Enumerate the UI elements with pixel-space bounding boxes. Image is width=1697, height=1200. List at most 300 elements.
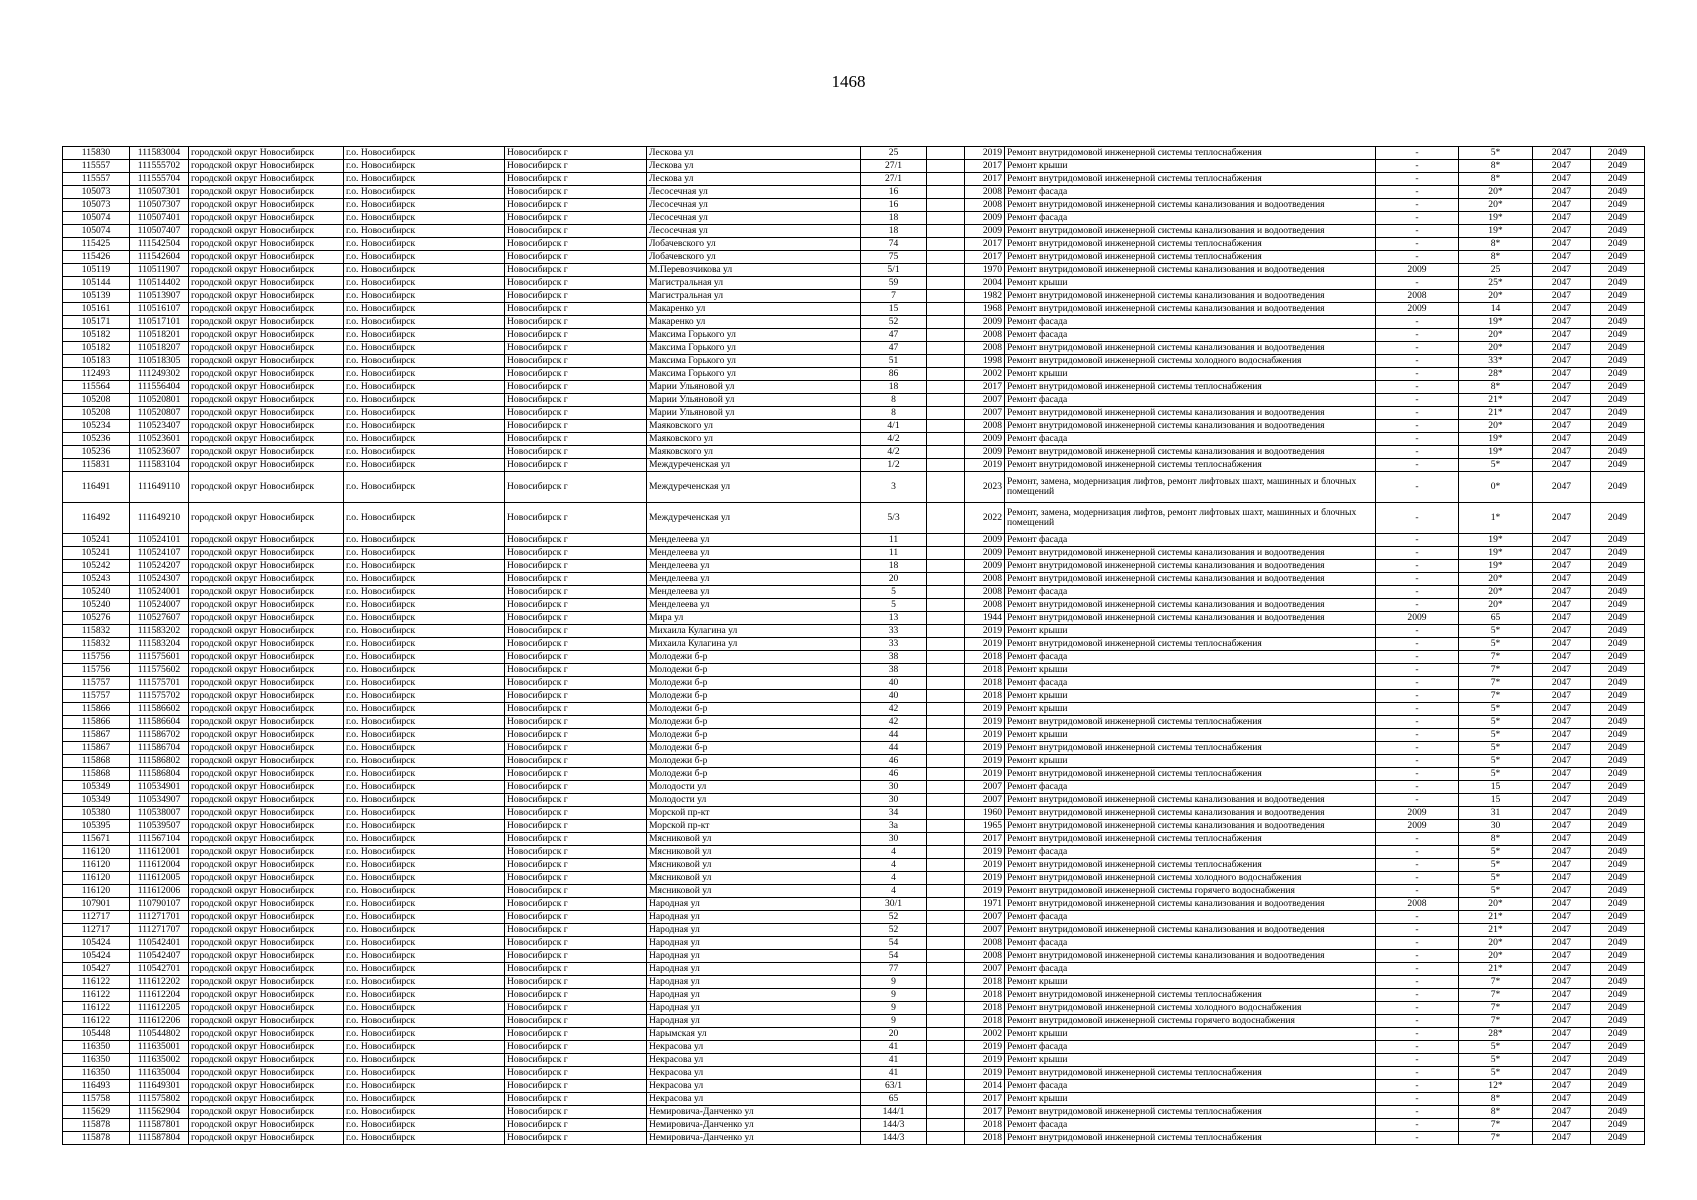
cell-plan-start-year: 2047 — [1533, 638, 1591, 651]
cell-locality: Новосибирск г — [505, 1080, 647, 1093]
cell-building — [927, 1002, 965, 1015]
cell-year: 2008 — [965, 342, 1005, 355]
cell-plan-end-year: 2049 — [1591, 1132, 1645, 1145]
cell-municipal-district: городской округ Новосибирск — [189, 872, 344, 885]
cell-plan-start-year: 2047 — [1533, 147, 1591, 160]
cell-last-repair-year: - — [1376, 199, 1459, 212]
cell-municipal-district: городской округ Новосибирск — [189, 703, 344, 716]
cell-work-type: Ремонт внутридомовой инженерной системы канализования и водоотведения — [1005, 950, 1376, 963]
cell-element-code: 111583104 — [130, 459, 189, 472]
cell-years-since: 5* — [1459, 147, 1533, 160]
cell-street: Менделеева ул — [647, 560, 861, 573]
table-row — [63, 807, 1645, 820]
cell-locality: Новосибирск г — [505, 199, 647, 212]
cell-plan-end-year: 2049 — [1591, 833, 1645, 846]
cell-locality: Новосибирск г — [505, 599, 647, 612]
cell-building — [927, 664, 965, 677]
cell-years-since: 7* — [1459, 1015, 1533, 1028]
cell-municipal-district: городской округ Новосибирск — [189, 755, 344, 768]
cell-street: Лесосечная ул — [647, 225, 861, 238]
cell-building — [927, 407, 965, 420]
cell-element-code: 111586804 — [130, 768, 189, 781]
cell-municipal-formation: г.о. Новосибирск — [344, 355, 505, 368]
cell-house-number: 41 — [861, 1067, 927, 1080]
cell-plan-start-year: 2047 — [1533, 251, 1591, 264]
cell-year: 1998 — [965, 355, 1005, 368]
cell-element-code: 111575601 — [130, 651, 189, 664]
cell-year: 1960 — [965, 807, 1005, 820]
cell-municipal-formation: г.о. Новосибирск — [344, 638, 505, 651]
cell-year: 1944 — [965, 612, 1005, 625]
cell-locality: Новосибирск г — [505, 329, 647, 342]
cell-year: 2008 — [965, 199, 1005, 212]
cell-locality: Новосибирск г — [505, 303, 647, 316]
table-row — [63, 407, 1645, 420]
cell-municipal-formation: г.о. Новосибирск — [344, 872, 505, 885]
table-row — [63, 872, 1645, 885]
table-row — [63, 950, 1645, 963]
cell-municipal-district: городской округ Новосибирск — [189, 586, 344, 599]
table-row — [63, 251, 1645, 264]
cell-municipal-district: городской округ Новосибирск — [189, 794, 344, 807]
cell-plan-end-year: 2049 — [1591, 781, 1645, 794]
cell-element-code: 110507307 — [130, 199, 189, 212]
cell-house-id: 115867 — [63, 729, 130, 742]
cell-building — [927, 381, 965, 394]
cell-street: Немировича-Данченко ул — [647, 1132, 861, 1145]
cell-municipal-formation: г.о. Новосибирск — [344, 781, 505, 794]
cell-house-id: 105243 — [63, 573, 130, 586]
cell-year: 2019 — [965, 1067, 1005, 1080]
cell-element-code: 111583004 — [130, 147, 189, 160]
cell-element-code: 111586602 — [130, 703, 189, 716]
cell-house-id: 116491 — [63, 472, 130, 503]
cell-street: Молодежи б-р — [647, 664, 861, 677]
cell-last-repair-year: - — [1376, 1015, 1459, 1028]
cell-plan-end-year: 2049 — [1591, 199, 1645, 212]
cell-municipal-district: городской округ Новосибирск — [189, 355, 344, 368]
cell-year: 2019 — [965, 147, 1005, 160]
cell-building — [927, 976, 965, 989]
cell-building — [927, 329, 965, 342]
cell-house-id: 115830 — [63, 147, 130, 160]
cell-municipal-district: городской округ Новосибирск — [189, 1067, 344, 1080]
cell-municipal-formation: г.о. Новосибирск — [344, 976, 505, 989]
table-row — [63, 290, 1645, 303]
cell-locality: Новосибирск г — [505, 1002, 647, 1015]
cell-building — [927, 368, 965, 381]
cell-plan-start-year: 2047 — [1533, 625, 1591, 638]
cell-last-repair-year: - — [1376, 342, 1459, 355]
table-row — [63, 625, 1645, 638]
table-row — [63, 911, 1645, 924]
cell-locality: Новосибирск г — [505, 937, 647, 950]
cell-house-number: 41 — [861, 1041, 927, 1054]
cell-last-repair-year: - — [1376, 160, 1459, 173]
cell-element-code: 111555702 — [130, 160, 189, 173]
cell-street: Молодежи б-р — [647, 729, 861, 742]
cell-years-since: 19* — [1459, 433, 1533, 446]
cell-house-number: 11 — [861, 534, 927, 547]
cell-house-number: 3а — [861, 820, 927, 833]
cell-house-id: 116122 — [63, 1015, 130, 1028]
cell-last-repair-year: - — [1376, 703, 1459, 716]
cell-last-repair-year: - — [1376, 586, 1459, 599]
cell-last-repair-year: - — [1376, 1002, 1459, 1015]
cell-element-code: 111249302 — [130, 368, 189, 381]
cell-municipal-district: городской округ Новосибирск — [189, 329, 344, 342]
cell-house-id: 105448 — [63, 1028, 130, 1041]
cell-work-type: Ремонт крыши — [1005, 664, 1376, 677]
cell-plan-end-year: 2049 — [1591, 303, 1645, 316]
cell-building — [927, 472, 965, 503]
cell-municipal-formation: г.о. Новосибирск — [344, 1106, 505, 1119]
cell-house-id: 105073 — [63, 186, 130, 199]
cell-street: Морской пр-кт — [647, 820, 861, 833]
cell-last-repair-year: - — [1376, 547, 1459, 560]
cell-element-code: 110534901 — [130, 781, 189, 794]
table-row — [63, 963, 1645, 976]
cell-municipal-district: городской округ Новосибирск — [189, 342, 344, 355]
cell-last-repair-year: - — [1376, 1028, 1459, 1041]
cell-house-number: 8 — [861, 394, 927, 407]
cell-element-code: 111542504 — [130, 238, 189, 251]
cell-last-repair-year: - — [1376, 833, 1459, 846]
cell-years-since: 7* — [1459, 989, 1533, 1002]
cell-building — [927, 212, 965, 225]
cell-plan-start-year: 2047 — [1533, 1054, 1591, 1067]
cell-last-repair-year: - — [1376, 225, 1459, 238]
cell-last-repair-year: - — [1376, 238, 1459, 251]
cell-years-since: 33* — [1459, 355, 1533, 368]
cell-plan-end-year: 2049 — [1591, 186, 1645, 199]
cell-element-code: 110507301 — [130, 186, 189, 199]
cell-element-code: 110507407 — [130, 225, 189, 238]
cell-years-since: 21* — [1459, 394, 1533, 407]
cell-locality: Новосибирск г — [505, 381, 647, 394]
cell-element-code: 110790107 — [130, 898, 189, 911]
cell-year: 2007 — [965, 963, 1005, 976]
cell-locality: Новосибирск г — [505, 651, 647, 664]
cell-street: Макаренко ул — [647, 303, 861, 316]
cell-last-repair-year: - — [1376, 329, 1459, 342]
cell-building — [927, 599, 965, 612]
cell-element-code: 111612204 — [130, 989, 189, 1002]
cell-plan-end-year: 2049 — [1591, 547, 1645, 560]
cell-house-number: 51 — [861, 355, 927, 368]
cell-work-type: Ремонт крыши — [1005, 277, 1376, 290]
table-row — [63, 937, 1645, 950]
cell-municipal-formation: г.о. Новосибирск — [344, 560, 505, 573]
cell-last-repair-year: - — [1376, 459, 1459, 472]
cell-last-repair-year: - — [1376, 368, 1459, 381]
cell-building — [927, 729, 965, 742]
cell-house-number: 9 — [861, 1002, 927, 1015]
cell-municipal-formation: г.о. Новосибирск — [344, 199, 505, 212]
cell-years-since: 7* — [1459, 1002, 1533, 1015]
cell-house-number: 9 — [861, 976, 927, 989]
cell-street: Мясниковой ул — [647, 846, 861, 859]
cell-last-repair-year: - — [1376, 147, 1459, 160]
cell-plan-end-year: 2049 — [1591, 911, 1645, 924]
cell-plan-end-year: 2049 — [1591, 368, 1645, 381]
cell-building — [927, 794, 965, 807]
cell-plan-start-year: 2047 — [1533, 963, 1591, 976]
cell-plan-end-year: 2049 — [1591, 251, 1645, 264]
cell-element-code: 111649301 — [130, 1080, 189, 1093]
table-row — [63, 573, 1645, 586]
cell-years-since: 20* — [1459, 950, 1533, 963]
cell-year: 2007 — [965, 924, 1005, 937]
cell-years-since: 20* — [1459, 199, 1533, 212]
cell-plan-start-year: 2047 — [1533, 1132, 1591, 1145]
table-row — [63, 303, 1645, 316]
cell-last-repair-year: - — [1376, 1054, 1459, 1067]
cell-last-repair-year: - — [1376, 1106, 1459, 1119]
cell-street: Некрасова ул — [647, 1041, 861, 1054]
cell-house-number: 4 — [861, 885, 927, 898]
cell-last-repair-year: - — [1376, 433, 1459, 446]
cell-municipal-formation: г.о. Новосибирск — [344, 898, 505, 911]
cell-house-id: 105395 — [63, 820, 130, 833]
cell-municipal-formation: г.о. Новосибирск — [344, 1002, 505, 1015]
cell-street: Некрасова ул — [647, 1067, 861, 1080]
table-row — [63, 1041, 1645, 1054]
cell-municipal-district: городской округ Новосибирск — [189, 446, 344, 459]
table-row — [63, 264, 1645, 277]
cell-years-since: 25* — [1459, 277, 1533, 290]
cell-element-code: 111649210 — [130, 503, 189, 534]
cell-municipal-formation: г.о. Новосибирск — [344, 381, 505, 394]
cell-municipal-formation: г.о. Новосибирск — [344, 503, 505, 534]
cell-municipal-district: городской округ Новосибирск — [189, 937, 344, 950]
cell-house-id: 105236 — [63, 446, 130, 459]
cell-year: 2018 — [965, 1132, 1005, 1145]
cell-last-repair-year: - — [1376, 846, 1459, 859]
cell-municipal-district: городской округ Новосибирск — [189, 1093, 344, 1106]
cell-building — [927, 1132, 965, 1145]
cell-years-since: 19* — [1459, 547, 1533, 560]
cell-locality: Новосибирск г — [505, 394, 647, 407]
cell-municipal-formation: г.о. Новосибирск — [344, 303, 505, 316]
cell-years-since: 7* — [1459, 1132, 1533, 1145]
cell-house-number: 54 — [861, 937, 927, 950]
cell-plan-start-year: 2047 — [1533, 651, 1591, 664]
cell-street: Молодежи б-р — [647, 755, 861, 768]
cell-locality: Новосибирск г — [505, 911, 647, 924]
table-row — [63, 1080, 1645, 1093]
cell-year: 1965 — [965, 820, 1005, 833]
cell-locality: Новосибирск г — [505, 186, 647, 199]
cell-plan-start-year: 2047 — [1533, 238, 1591, 251]
cell-municipal-district: городской округ Новосибирск — [189, 160, 344, 173]
cell-municipal-district: городской округ Новосибирск — [189, 407, 344, 420]
cell-plan-end-year: 2049 — [1591, 446, 1645, 459]
cell-work-type: Ремонт фасада — [1005, 329, 1376, 342]
cell-plan-end-year: 2049 — [1591, 768, 1645, 781]
cell-year: 2022 — [965, 503, 1005, 534]
cell-street: Мясниковой ул — [647, 872, 861, 885]
cell-element-code: 111612005 — [130, 872, 189, 885]
table-row — [63, 329, 1645, 342]
cell-last-repair-year: - — [1376, 420, 1459, 433]
cell-last-repair-year: - — [1376, 599, 1459, 612]
cell-year: 2019 — [965, 846, 1005, 859]
cell-street: Менделеева ул — [647, 599, 861, 612]
cell-plan-end-year: 2049 — [1591, 407, 1645, 420]
cell-street: Макаренко ул — [647, 316, 861, 329]
cell-locality: Новосибирск г — [505, 225, 647, 238]
cell-municipal-formation: г.о. Новосибирск — [344, 1054, 505, 1067]
cell-element-code: 111612205 — [130, 1002, 189, 1015]
cell-plan-end-year: 2049 — [1591, 503, 1645, 534]
cell-element-code: 111271707 — [130, 924, 189, 937]
cell-municipal-formation: г.о. Новосибирск — [344, 277, 505, 290]
cell-house-id: 115756 — [63, 651, 130, 664]
cell-last-repair-year: - — [1376, 664, 1459, 677]
cell-last-repair-year: - — [1376, 651, 1459, 664]
cell-years-since: 7* — [1459, 1119, 1533, 1132]
cell-municipal-formation: г.о. Новосибирск — [344, 586, 505, 599]
cell-years-since: 20* — [1459, 420, 1533, 433]
cell-work-type: Ремонт крыши — [1005, 1054, 1376, 1067]
cell-plan-start-year: 2047 — [1533, 599, 1591, 612]
cell-house-number: 77 — [861, 963, 927, 976]
cell-building — [927, 950, 965, 963]
cell-municipal-district: городской округ Новосибирск — [189, 238, 344, 251]
cell-work-type: Ремонт крыши — [1005, 755, 1376, 768]
cell-municipal-district: городской округ Новосибирск — [189, 898, 344, 911]
cell-house-number: 8 — [861, 407, 927, 420]
cell-street: Менделеева ул — [647, 573, 861, 586]
cell-municipal-formation: г.о. Новосибирск — [344, 859, 505, 872]
cell-year: 2019 — [965, 885, 1005, 898]
cell-municipal-formation: г.о. Новосибирск — [344, 885, 505, 898]
cell-year: 2017 — [965, 160, 1005, 173]
cell-street: Народная ул — [647, 976, 861, 989]
cell-year: 2023 — [965, 472, 1005, 503]
cell-house-id: 105349 — [63, 794, 130, 807]
cell-street: Лобачевского ул — [647, 251, 861, 264]
cell-locality: Новосибирск г — [505, 963, 647, 976]
cell-year: 2017 — [965, 251, 1005, 264]
cell-locality: Новосибирск г — [505, 1041, 647, 1054]
cell-locality: Новосибирск г — [505, 277, 647, 290]
cell-plan-end-year: 2049 — [1591, 225, 1645, 238]
cell-year: 2008 — [965, 937, 1005, 950]
cell-plan-start-year: 2047 — [1533, 573, 1591, 586]
cell-years-since: 7* — [1459, 690, 1533, 703]
cell-year: 2008 — [965, 586, 1005, 599]
cell-building — [927, 586, 965, 599]
cell-work-type: Ремонт внутридомовой инженерной системы канализования и водоотведения — [1005, 560, 1376, 573]
cell-work-type: Ремонт внутридомовой инженерной системы теплоснабжения — [1005, 1067, 1376, 1080]
cell-last-repair-year: - — [1376, 937, 1459, 950]
cell-element-code: 111586802 — [130, 755, 189, 768]
cell-municipal-district: городской округ Новосибирск — [189, 677, 344, 690]
cell-municipal-district: городской округ Новосибирск — [189, 225, 344, 238]
cell-street: Маяковского ул — [647, 446, 861, 459]
cell-plan-start-year: 2047 — [1533, 898, 1591, 911]
cell-last-repair-year: - — [1376, 885, 1459, 898]
cell-house-id: 105424 — [63, 950, 130, 963]
cell-municipal-formation: г.о. Новосибирск — [344, 599, 505, 612]
cell-municipal-formation: г.о. Новосибирск — [344, 459, 505, 472]
cell-locality: Новосибирск г — [505, 833, 647, 846]
cell-work-type: Ремонт внутридомовой инженерной системы канализования и водоотведения — [1005, 303, 1376, 316]
cell-street: Мясниковой ул — [647, 885, 861, 898]
cell-house-number: 74 — [861, 238, 927, 251]
cell-street: Менделеева ул — [647, 547, 861, 560]
cell-municipal-formation: г.о. Новосибирск — [344, 573, 505, 586]
table-row — [63, 238, 1645, 251]
cell-building — [927, 716, 965, 729]
cell-house-number: 52 — [861, 316, 927, 329]
cell-house-id: 116350 — [63, 1067, 130, 1080]
cell-last-repair-year: - — [1376, 989, 1459, 1002]
cell-house-number: 42 — [861, 716, 927, 729]
cell-plan-end-year: 2049 — [1591, 963, 1645, 976]
cell-last-repair-year: 2008 — [1376, 898, 1459, 911]
cell-municipal-formation: г.о. Новосибирск — [344, 534, 505, 547]
cell-municipal-district: городской округ Новосибирск — [189, 612, 344, 625]
cell-work-type: Ремонт фасада — [1005, 212, 1376, 225]
cell-last-repair-year: 2009 — [1376, 264, 1459, 277]
cell-building — [927, 277, 965, 290]
cell-locality: Новосибирск г — [505, 742, 647, 755]
cell-element-code: 111586702 — [130, 729, 189, 742]
cell-element-code: 110518201 — [130, 329, 189, 342]
cell-locality: Новосибирск г — [505, 1015, 647, 1028]
cell-last-repair-year: - — [1376, 573, 1459, 586]
cell-municipal-district: городской округ Новосибирск — [189, 950, 344, 963]
table-body — [63, 147, 1645, 1145]
cell-plan-start-year: 2047 — [1533, 407, 1591, 420]
cell-plan-start-year: 2047 — [1533, 1080, 1591, 1093]
cell-years-since: 20* — [1459, 573, 1533, 586]
cell-municipal-formation: г.о. Новосибирск — [344, 147, 505, 160]
cell-building — [927, 459, 965, 472]
cell-building — [927, 625, 965, 638]
cell-locality: Новосибирск г — [505, 238, 647, 251]
cell-house-number: 20 — [861, 573, 927, 586]
cell-municipal-district: городской округ Новосибирск — [189, 459, 344, 472]
cell-years-since: 1* — [1459, 503, 1533, 534]
cell-municipal-formation: г.о. Новосибирск — [344, 420, 505, 433]
cell-element-code: 111612206 — [130, 1015, 189, 1028]
cell-years-since: 25 — [1459, 264, 1533, 277]
cell-work-type: Ремонт фасада — [1005, 534, 1376, 547]
cell-work-type: Ремонт фасада — [1005, 963, 1376, 976]
cell-building — [927, 355, 965, 368]
cell-element-code: 110527607 — [130, 612, 189, 625]
cell-year: 2019 — [965, 742, 1005, 755]
cell-year: 2014 — [965, 1080, 1005, 1093]
cell-house-number: 144/1 — [861, 1106, 927, 1119]
cell-municipal-formation: г.о. Новосибирск — [344, 937, 505, 950]
cell-last-repair-year: - — [1376, 859, 1459, 872]
cell-plan-start-year: 2047 — [1533, 394, 1591, 407]
cell-municipal-formation: г.о. Новосибирск — [344, 342, 505, 355]
cell-work-type: Ремонт крыши — [1005, 690, 1376, 703]
cell-last-repair-year: - — [1376, 534, 1459, 547]
table-row — [63, 472, 1645, 503]
cell-years-since: 12* — [1459, 1080, 1533, 1093]
cell-years-since: 21* — [1459, 911, 1533, 924]
cell-locality: Новосибирск г — [505, 433, 647, 446]
cell-building — [927, 768, 965, 781]
cell-plan-end-year: 2049 — [1591, 381, 1645, 394]
